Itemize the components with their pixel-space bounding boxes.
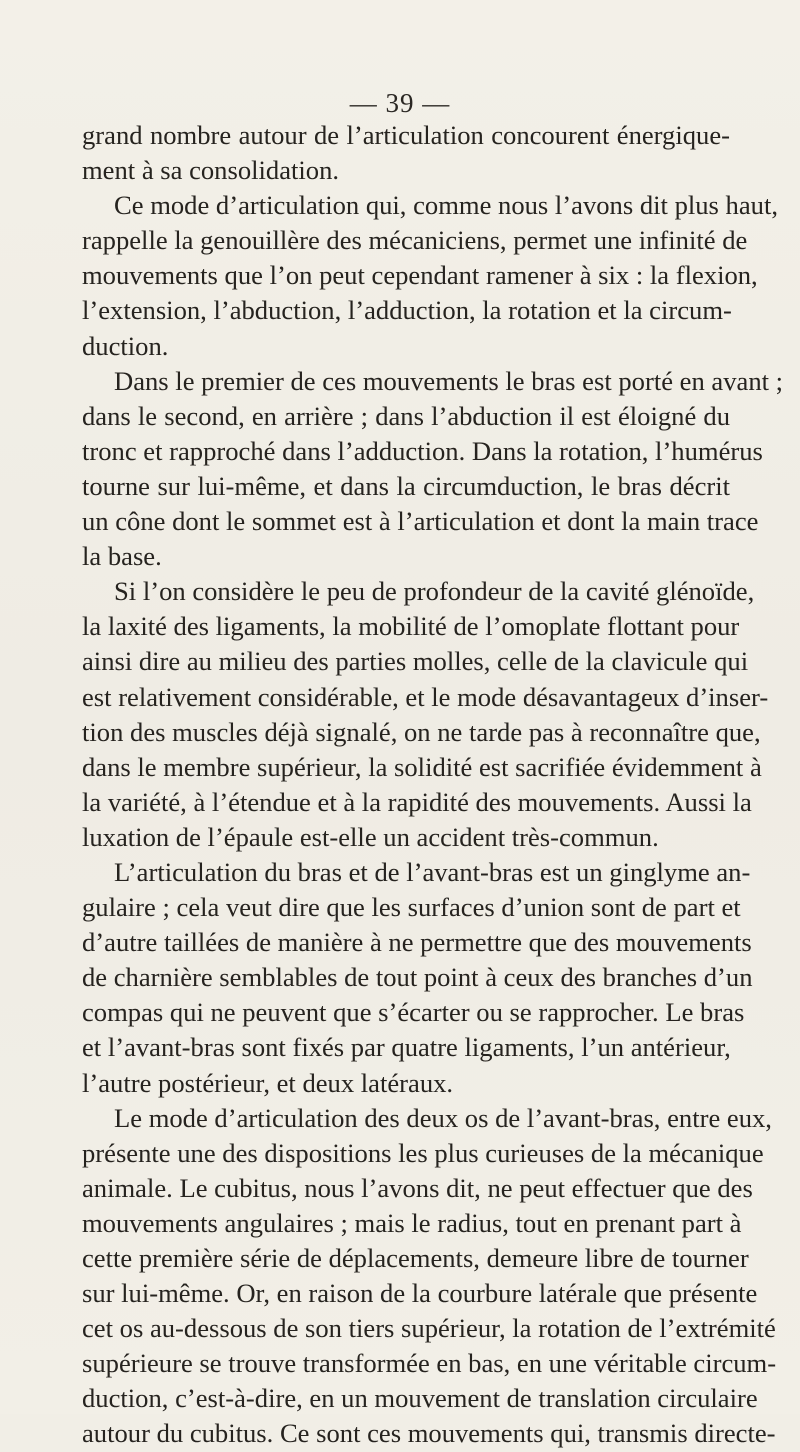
text-line: L’articulation du bras et de l’avant-bras est un ginglyme an- xyxy=(114,856,751,887)
body-text xyxy=(82,118,784,1452)
text-line: de charnière semblables de tout point à ceux des branches d’un xyxy=(82,962,753,993)
paragraph xyxy=(82,574,769,855)
text-line: dans le second, en arrière ; dans l’abduction il est éloigné du xyxy=(82,400,730,431)
text-line: Si l’on considère le peu de profondeur de la cavité glénoïde, xyxy=(114,576,755,607)
text-line: ment à sa consolidation. xyxy=(82,155,340,186)
text-line: dans le membre supérieur, la solidité est sacrifiée évidemment à xyxy=(82,751,762,782)
text-line: ainsi dire au milieu des parties molles, celle de la clavicule qui xyxy=(82,646,749,677)
text-line: cet os au-dessous de son tiers supérieur, la rotation de l’extrémité xyxy=(82,1313,776,1344)
text-line: la variété, à l’étendue et à la rapidité des mouvements. Aussi la xyxy=(82,786,752,817)
text-line: luxation de l’épaule est-elle un accident très-commun. xyxy=(82,821,659,852)
text-line: tourne sur lui-même, et dans la circumduction, le bras décrit xyxy=(82,470,730,501)
text-line: présente une des dispositions les plus curieuses de la mécanique xyxy=(82,1137,764,1168)
text-line: Dans le premier de ces mouvements le bras est porté en avant ; xyxy=(114,365,784,396)
text-line: un cône dont le sommet est à l’articulation et dont la main trace xyxy=(82,506,759,537)
text-line: cette première série de déplacements, demeure libre de tourner xyxy=(82,1243,749,1273)
text-line: supérieure se trouve transformée en bas, en une véritable circum- xyxy=(82,1348,777,1379)
text-line: tion des muscles déjà signalé, on ne tarde pas à reconnaître que, xyxy=(82,716,761,747)
text-line: l’extension, l’abduction, l’adduction, la rotation et la circum- xyxy=(82,295,732,326)
paragraph xyxy=(82,855,753,1101)
paragraph xyxy=(82,118,730,188)
text-line: tronc et rapproché dans l’adduction. Dans la rotation, l’humérus xyxy=(82,435,763,466)
text-line: et l’avant-bras sont fixés par quatre ligaments, l’un antérieur, xyxy=(82,1032,731,1063)
text-line: animale. Le cubitus, nous l’avons dit, ne peut effectuer que des xyxy=(82,1172,753,1203)
text-line: mouvements que l’on peut cependant ramener à six : la flexion, xyxy=(82,260,758,291)
text-line: sur lui-même. Or, en raison de la courbure latérale que présente xyxy=(82,1278,758,1309)
page-number: — 39 — xyxy=(349,88,451,118)
paragraph xyxy=(82,1101,777,1452)
text-line: Le mode d’articulation des deux os de l’avant-bras, entre eux, xyxy=(114,1102,772,1133)
text-line: d’autre taillées de manière à ne permettre que des mouvements xyxy=(82,927,752,958)
text-line: est relativement considérable, et le mode désavantageux d’inser- xyxy=(82,681,769,712)
text-line: la base. xyxy=(82,541,162,572)
text-line: gulaire ; cela veut dire que les surfaces d’union sont de part et xyxy=(82,892,741,923)
text-line: la laxité des ligaments, la mobilité de l’omoplate flottant pour xyxy=(82,611,740,642)
paragraph xyxy=(82,188,778,363)
text-line: duction, c’est-à-dire, en un mouvement de translation circulaire xyxy=(82,1383,758,1414)
text-line: rappelle la genouillère des mécaniciens, permet une infinité de xyxy=(82,225,748,256)
text-line: autour du cubitus. Ce sont ces mouvements qui, transmis directe- xyxy=(82,1418,776,1449)
text-line: Ce mode d’articulation qui, comme nous l’avons dit plus haut, xyxy=(114,190,778,221)
text-line: l’autre postérieur, et deux latéraux. xyxy=(82,1067,454,1098)
text-line: grand nombre autour de l’articulation concourent énergique- xyxy=(82,120,730,150)
paragraph xyxy=(82,364,784,575)
text-line: duction. xyxy=(82,330,169,361)
text-line: mouvements angulaires ; mais le radius, tout en prenant part à xyxy=(82,1207,742,1238)
text-line: compas qui ne peuvent que s’écarter ou se rapprocher. Le bras xyxy=(82,997,745,1028)
